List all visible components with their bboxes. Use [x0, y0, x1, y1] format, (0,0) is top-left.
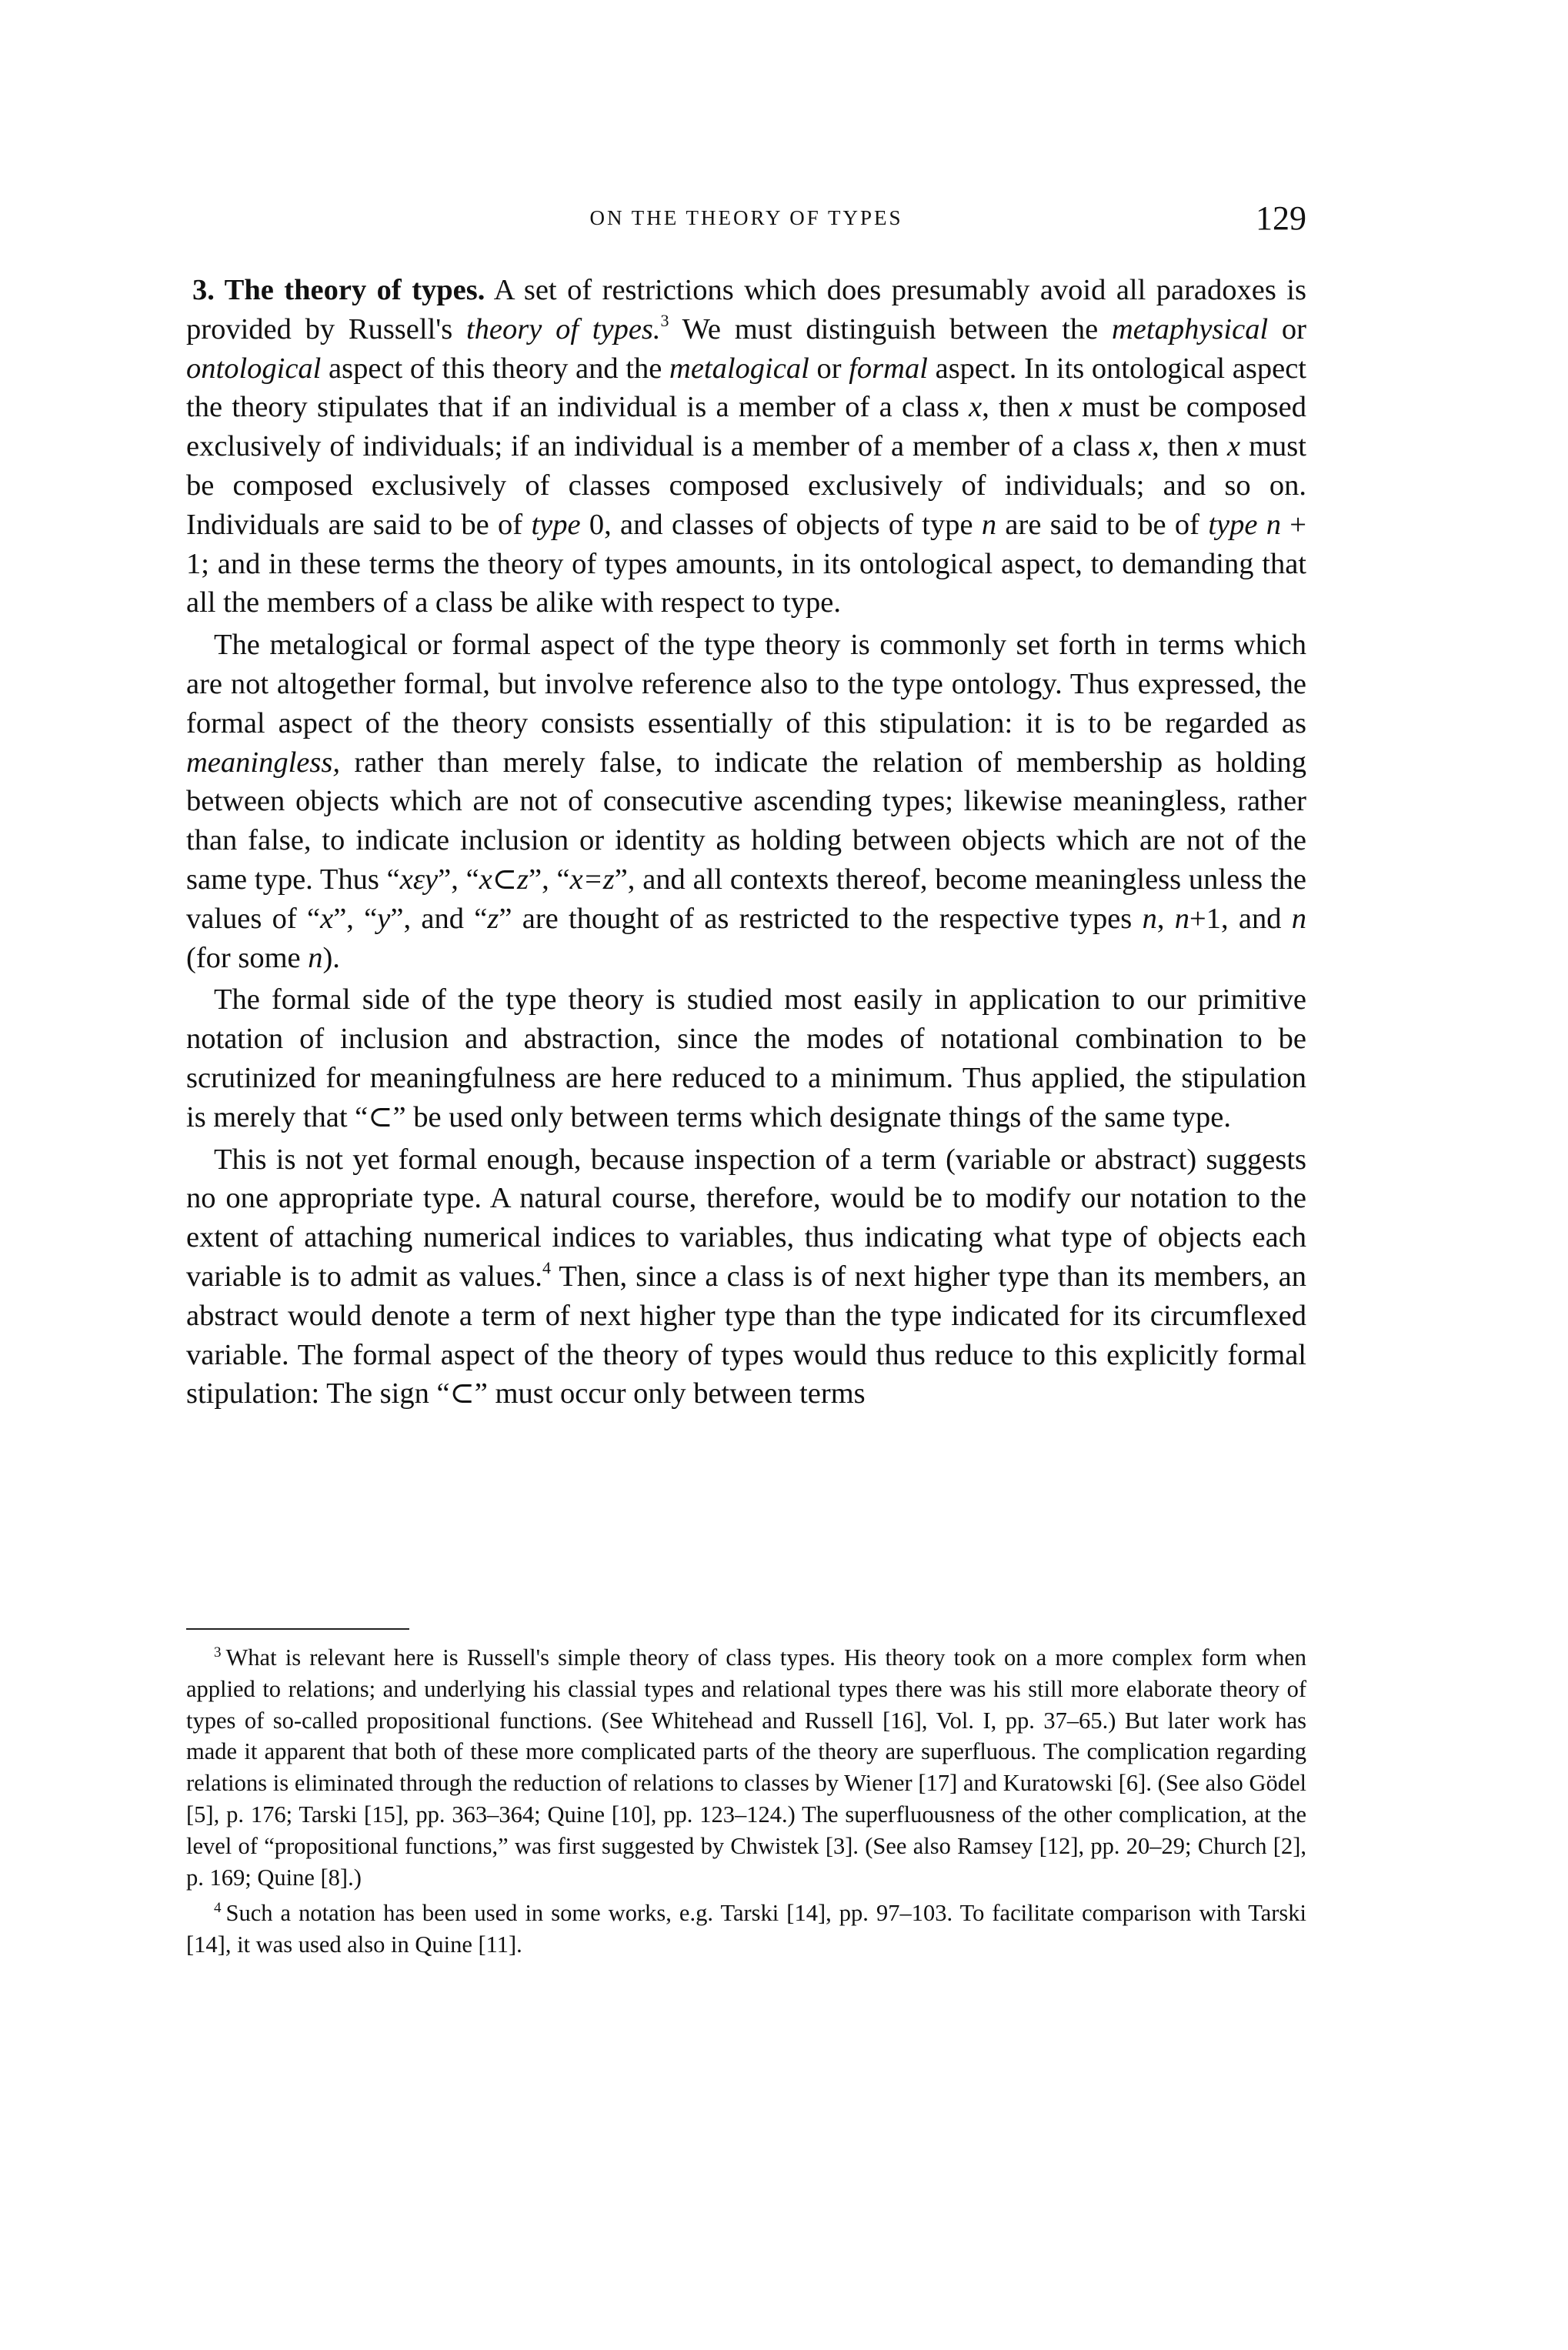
- text-run: ).: [322, 941, 340, 974]
- italic-run: theory of types.: [465, 312, 661, 345]
- text-run: A set of restrictions which does presumably avoid all paradoxes is provided by Russell's: [186, 274, 1306, 345]
- footnote-marker: 3: [214, 1644, 222, 1661]
- text-run: Then, since a class is of next higher type than its members, an abstract would denote a term of next higher type than the type indicated for its circumflexed variable. The formal aspect of the theory of types would thus reduce to this explicitly formal stipulation: The sign “⊂” must occur only between terms: [186, 1260, 1306, 1410]
- paragraph-1: [186, 271, 1306, 623]
- page-number: 129: [1256, 199, 1306, 237]
- section-heading: 3. The theory of types.: [192, 274, 485, 306]
- text-run: rather than merely false, to indicate the relation of membership as holding between objects which are not of consecutive ascending types; likewise meaningless, rather than false, to indicate inclusion or identity as holding between objects which are not of the same type. Thus “: [186, 746, 1306, 896]
- text-run: , then: [1152, 430, 1228, 463]
- paragraph-3: [186, 980, 1306, 1137]
- italic-run: z: [487, 902, 499, 935]
- italic-run: y: [377, 902, 391, 935]
- text-run: We must distinguish between the: [669, 312, 1112, 345]
- footnote-divider: [186, 1628, 409, 1630]
- italic-run: meaningless,: [186, 746, 340, 779]
- italic-run: xεy: [399, 863, 439, 896]
- footnote-reference: 3: [660, 310, 669, 330]
- italic-run: type n: [1208, 508, 1281, 541]
- text-run: ,: [1156, 902, 1175, 935]
- text-run: (for some: [186, 941, 309, 974]
- text-run: ”, “: [438, 863, 479, 896]
- text-run: + 1; and in these terms the theory of types amounts, in its ontological aspect, to demanding that all the members of a class be alike with respect to type.: [186, 508, 1307, 619]
- footnotes: [186, 1637, 1306, 1961]
- italic-run: ontological: [186, 352, 322, 385]
- text-run: This is not yet formal enough, because inspection of a term (variable or abstract) suggests no one appropriate type. A natural course, therefore, would be to modify our notation to the extent of attaching numerical indices to variables, thus indicating what type of objects each variable is to admit as values.: [186, 1143, 1306, 1293]
- italic-run: type: [531, 508, 581, 541]
- text-run: must be composed exclusively of individuals; if an individual is a member of a member of a class: [186, 391, 1306, 463]
- text-run: ”, “: [333, 902, 378, 935]
- text-run: , then: [982, 391, 1059, 424]
- italic-run: formal: [849, 352, 928, 385]
- footnote-text: Such a notation has been used in some works, e.g. Tarski [14], pp. 97–103. To facilitate comparison with Tarski [14], it was used also in Quine [11].: [186, 1900, 1306, 1958]
- italic-run: x: [1227, 430, 1241, 463]
- text-run: or: [1268, 312, 1306, 345]
- paragraph-content: [186, 983, 1306, 1133]
- paragraph-content: [186, 274, 1306, 619]
- italic-run: metaphysical: [1112, 312, 1269, 345]
- text-run: 0, and classes of objects of type: [580, 508, 982, 541]
- text-run: The formal side of the type theory is studied most easily in application to our primitive notation of inclusion and abstraction, since the modes of notational combination to be scrutinized for meaningfulness are here reduced to a minimum. Thus applied, the stipulation is merely that “⊂” be used only between terms which designate things of the same type.: [186, 983, 1306, 1133]
- footnote-text: What is relevant here is Russell's simple theory of class types. His theory took on a more complex form when applied to relations; and underlying his classial types and relational types there was his still more elaborate theory of types of so-called propositional functions. (See Whitehead and Russell [16], Vol. I, pp. 37–65.) But later work has made it apparent that both of these more complicated parts of the theory are superfluous. The complication regarding relations is eliminated through the reduction of relations to classes by Wiener [17] and Kuratowski [6]. (See also Gödel [5], p. 176; Tarski [15], pp. 363–364; Quine [10], pp. 123–124.) The superfluousness of the other complication, at the level of “propositional functions,” was first suggested by Chwistek [3]. (See also Ramsey [12], pp. 20–29; Church [2], p. 169; Quine [8].): [186, 1644, 1306, 1891]
- text-run: ” are thought of as restricted to the respective types: [499, 902, 1143, 935]
- italic-run: x: [1059, 391, 1073, 424]
- page-header: [186, 199, 1306, 242]
- italic-run: metalogical: [669, 352, 809, 385]
- footnote-4: [186, 1893, 1306, 1961]
- text-run: aspect of this theory and the: [321, 352, 670, 385]
- text-run: +1, and: [1189, 902, 1292, 935]
- paragraph-4: [186, 1140, 1306, 1414]
- italic-run: x: [1139, 430, 1153, 463]
- italic-run: n: [1174, 902, 1190, 935]
- footnote-marker: 4: [214, 1900, 222, 1917]
- text-run: The metalogical or formal aspect of the type theory is commonly set forth in terms which are not altogether formal, but involve reference also to the type ontology. Thus expressed, the formal aspect of the theory consists essentially of this stipulation: it is to be regarded as: [186, 629, 1306, 739]
- text-run: aspect. In its ontological aspect the theory stipulates that if an individual is a member of a class: [186, 352, 1306, 424]
- text-run: or: [809, 352, 849, 385]
- italic-run: x: [969, 391, 983, 424]
- italic-run: n: [981, 508, 997, 541]
- text-run: are said to be of: [996, 508, 1209, 541]
- italic-run: n: [308, 941, 323, 974]
- italic-run: x=z: [569, 863, 615, 896]
- text-run: ”, and all contexts thereof, become meaningless unless the values of “: [186, 863, 1306, 935]
- footnote-reference: 4: [542, 1257, 551, 1277]
- italic-run: x⊂z: [479, 863, 529, 896]
- footnote-3: [186, 1637, 1306, 1893]
- italic-run: n: [1291, 902, 1307, 935]
- text-run: must be composed exclusively of classes composed exclusively of individuals; and so on. Individuals are said to be of: [186, 430, 1306, 541]
- italic-run: x: [320, 902, 334, 935]
- running-head: ON THE THEORY OF TYPES: [589, 206, 903, 229]
- text-run: ”, and “: [390, 902, 488, 935]
- body-text: [186, 271, 1306, 1417]
- paragraph-2: [186, 626, 1306, 977]
- text-run: ”, “: [529, 863, 570, 896]
- paragraph-content: [186, 629, 1306, 973]
- italic-run: n: [1142, 902, 1157, 935]
- paragraph-content: [186, 1143, 1306, 1410]
